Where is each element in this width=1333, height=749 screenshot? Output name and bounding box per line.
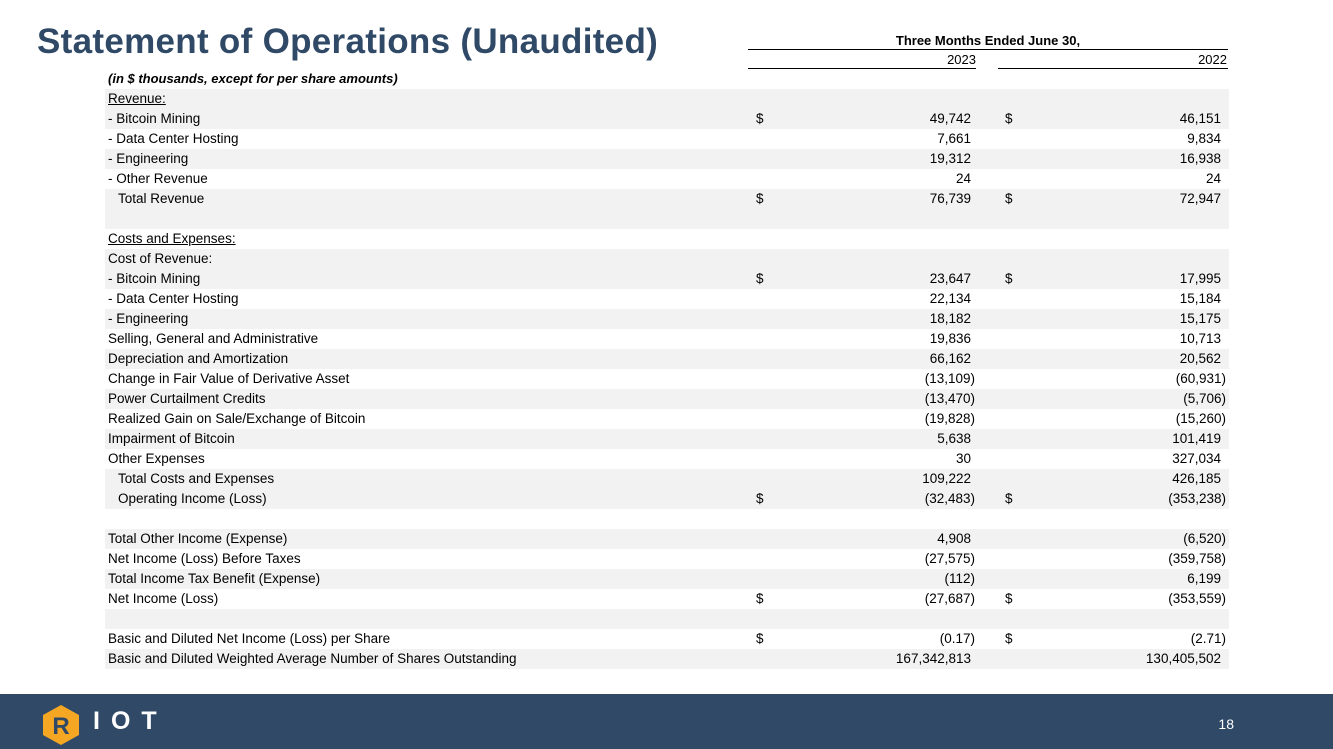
- row-label: - Engineering: [108, 151, 189, 166]
- value-2022: 15,175: [1179, 311, 1221, 326]
- row-label: Realized Gain on Sale/Exchange of Bitcoin: [108, 411, 366, 426]
- value-2022: 72,947: [1179, 191, 1221, 206]
- table-row: [105, 609, 1229, 629]
- value-2023: 19,836: [929, 331, 971, 346]
- logo-text: IOT: [93, 707, 168, 735]
- value-2022: 101,419: [1172, 431, 1221, 446]
- table-row: [105, 429, 1229, 449]
- value-2023: 66,162: [929, 351, 971, 366]
- row-label: Impairment of Bitcoin: [108, 431, 235, 446]
- currency-symbol-2023: $: [756, 111, 764, 126]
- value-2022: 16,938: [1179, 151, 1221, 166]
- value-2022: 46,151: [1179, 111, 1221, 126]
- value-2023: (27,687): [924, 591, 975, 606]
- value-2022: (5,706): [1183, 391, 1226, 406]
- value-2022: (353,238): [1168, 491, 1226, 506]
- table-row: [105, 129, 1229, 149]
- value-2023: (32,483): [924, 491, 975, 506]
- currency-symbol-2022: $: [1005, 191, 1013, 206]
- value-2023: 49,742: [929, 111, 971, 126]
- value-2023: (13,109): [924, 371, 975, 386]
- value-2023: 167,342,813: [895, 651, 971, 666]
- row-label: - Data Center Hosting: [108, 131, 239, 146]
- value-2022: (60,931): [1175, 371, 1226, 386]
- value-2023: (0.17): [939, 631, 975, 646]
- currency-symbol-2022: $: [1005, 591, 1013, 606]
- value-2023: 19,312: [929, 151, 971, 166]
- value-2023: 5,638: [937, 431, 971, 446]
- row-label: Cost of Revenue:: [108, 251, 213, 266]
- value-2023: 30: [955, 451, 971, 466]
- table-row: [105, 409, 1229, 429]
- table-row: [105, 269, 1229, 289]
- table-row: [105, 289, 1229, 309]
- table-row: [105, 169, 1229, 189]
- value-2023: (13,470): [924, 391, 975, 406]
- table-row: [105, 569, 1229, 589]
- statement-table: [105, 89, 1229, 669]
- row-label: Basic and Diluted Net Income (Loss) per Share: [108, 631, 391, 646]
- year-header-2022: 2022: [1198, 52, 1227, 67]
- row-label: Operating Income (Loss): [118, 491, 267, 506]
- value-2023: (112): [944, 571, 975, 586]
- value-2023: 22,134: [929, 291, 971, 306]
- table-row: [105, 629, 1229, 649]
- row-label: Costs and Expenses:: [108, 231, 236, 246]
- row-label: - Other Revenue: [108, 171, 208, 186]
- row-label: - Bitcoin Mining: [108, 271, 201, 286]
- value-2022: 17,995: [1179, 271, 1221, 286]
- table-row: [105, 389, 1229, 409]
- table-row: [105, 589, 1229, 609]
- row-label: Other Expenses: [108, 451, 205, 466]
- table-row: [105, 189, 1229, 209]
- value-2023: (27,575): [924, 551, 975, 566]
- currency-symbol-2023: $: [756, 631, 764, 646]
- value-2023: 109,222: [922, 471, 971, 486]
- currency-symbol-2023: $: [756, 591, 764, 606]
- value-2022: (359,758): [1168, 551, 1226, 566]
- value-2022: (6,520): [1183, 531, 1226, 546]
- value-2022: 426,185: [1172, 471, 1221, 486]
- row-label: Depreciation and Amortization: [108, 351, 289, 366]
- row-label: Total Revenue: [118, 191, 205, 206]
- value-2022: 20,562: [1179, 351, 1221, 366]
- currency-symbol-2022: $: [1005, 491, 1013, 506]
- table-row: [105, 469, 1229, 489]
- year-divider-2022: [998, 68, 1228, 69]
- year-divider-2023: [748, 68, 976, 69]
- table-row: [105, 489, 1229, 509]
- row-label: Change in Fair Value of Derivative Asset: [108, 371, 350, 386]
- table-row: [105, 209, 1229, 229]
- table-row: [105, 329, 1229, 349]
- value-2022: 9,834: [1187, 131, 1221, 146]
- row-label: Revenue:: [108, 91, 166, 106]
- currency-symbol-2023: $: [756, 491, 764, 506]
- page-number: 18: [1218, 716, 1234, 732]
- row-label: Net Income (Loss): [108, 591, 219, 606]
- currency-symbol-2022: $: [1005, 271, 1013, 286]
- units-note: (in $ thousands, except for per share amounts): [108, 71, 398, 86]
- value-2022: (353,559): [1168, 591, 1226, 606]
- table-row: [105, 249, 1229, 269]
- value-2022: 130,405,502: [1145, 651, 1221, 666]
- riot-logo-icon: [40, 704, 82, 746]
- value-2023: 4,908: [937, 531, 971, 546]
- value-2023: 18,182: [929, 311, 971, 326]
- page-title: Statement of Operations (Unaudited): [37, 22, 659, 61]
- table-row: [105, 229, 1229, 249]
- value-2022: 10,713: [1179, 331, 1221, 346]
- period-header: Three Months Ended June 30,: [895, 33, 1081, 48]
- value-2023: 24: [955, 171, 971, 186]
- period-divider: [748, 49, 1228, 50]
- row-label: Total Other Income (Expense): [108, 531, 288, 546]
- table-row: [105, 369, 1229, 389]
- footer-bar: [0, 694, 1333, 749]
- row-label: Selling, General and Administrative: [108, 331, 319, 346]
- row-label: Power Curtailment Credits: [108, 391, 266, 406]
- table-row: [105, 549, 1229, 569]
- row-label: - Bitcoin Mining: [108, 111, 201, 126]
- row-label: Basic and Diluted Weighted Average Number of Shares Outstanding: [108, 651, 517, 666]
- row-label: Net Income (Loss) Before Taxes: [108, 551, 301, 566]
- value-2022: 24: [1205, 171, 1221, 186]
- row-label: - Data Center Hosting: [108, 291, 239, 306]
- value-2023: 76,739: [929, 191, 971, 206]
- row-label: - Engineering: [108, 311, 189, 326]
- value-2022: (2.71): [1190, 631, 1226, 646]
- table-row: [105, 89, 1229, 109]
- row-label: Total Income Tax Benefit (Expense): [108, 571, 321, 586]
- value-2022: 15,184: [1179, 291, 1221, 306]
- value-2022: 327,034: [1172, 451, 1221, 466]
- table-row: [105, 649, 1229, 669]
- table-row: [105, 149, 1229, 169]
- value-2023: 23,647: [929, 271, 971, 286]
- value-2022: (15,260): [1175, 411, 1226, 426]
- table-row: [105, 109, 1229, 129]
- value-2022: 6,199: [1187, 571, 1221, 586]
- logo-letter: R: [52, 713, 70, 740]
- currency-symbol-2023: $: [756, 271, 764, 286]
- year-header-2023: 2023: [947, 52, 976, 67]
- table-row: [105, 449, 1229, 469]
- value-2023: 7,661: [937, 131, 971, 146]
- currency-symbol-2022: $: [1005, 631, 1013, 646]
- currency-symbol-2023: $: [756, 191, 764, 206]
- currency-symbol-2022: $: [1005, 111, 1013, 126]
- row-label: Total Costs and Expenses: [118, 471, 275, 486]
- table-row: [105, 509, 1229, 529]
- value-2023: (19,828): [924, 411, 975, 426]
- table-row: [105, 309, 1229, 329]
- table-row: [105, 349, 1229, 369]
- table-row: [105, 529, 1229, 549]
